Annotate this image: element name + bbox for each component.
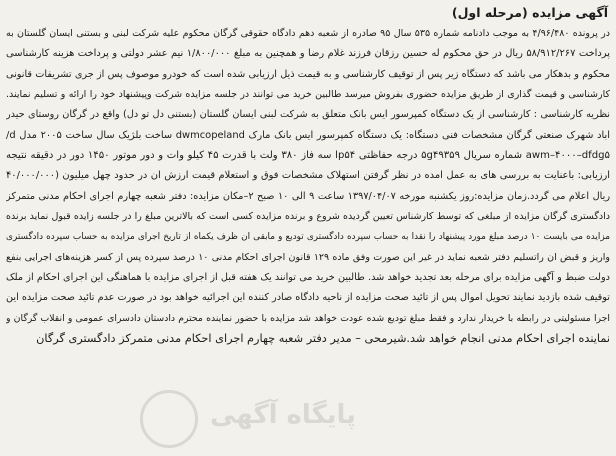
body-line: اجرا مسئولیتی در رابطه با خریدار ندارد و فقط مبلغ تودیع شده عودت خواهد شد مزایده با حضور نماینده محترم دادستان دادسرای عمومی و انقلاب گرگان و xyxy=(6,312,610,324)
watermark xyxy=(140,390,440,450)
watermark-logo-icon xyxy=(140,390,198,448)
body-line: ریال اعلام می گردد.زمان مزایده:روز یکشنبه مورخه ۱۳۹۷/۰۴/۰۷ ساعت ۹ الی ۱۰ صبح ۲–مکان مزایده: دفتر شعبه چهارم اجرای احکام مدنی متمرکز xyxy=(6,190,610,202)
body-line: نظریه کارشناسی : کارشناسی از یک دستگاه کمپرسور ایس بانک متعلق به شرکت لبنی ایسان گلستان (بستنی دل تو دل) واقع در گرگان روستای حیدر xyxy=(6,109,610,121)
body-line: اباد شهرک صنعتی گرگان مشخصات فنی دستگاه: یک دستگاه کمپرسور ایس بانک مارک dwmcopeland ساخت بلژیک سال ساخت ۲۰۰۵ مدل d/ xyxy=(6,129,610,141)
body-line: پرداخت ۵۸/۹۱۲/۲۶۷ ریال در حق محکوم له حسین رزقان فرزند غلام رضا و همچنین به مبلغ ۱/۸۰۰/۰۰۰ نیم عشر دولتی و پرداخت هزینه کارشناسی xyxy=(6,48,610,60)
body-line: مزایده می بایست ۱۰ درصد مبلغ مورد پیشنهاد را نقدا به حساب سپرده دادگستری تودیع و مابقی ان ظرف یکماه از تاریخ اجرای مزایده به حساب سپرده دادگستری xyxy=(6,232,610,243)
watermark-text: پایگاه آگهی xyxy=(210,400,357,430)
body-line: در پرونده ۴/۹۶/۴۸۰ به موجب دادنامه شماره ۵۳۵ سال ۹۵ صادره از شعبه دهم دادگاه حقوقی گرگان محکوم علیه شرکت لبنی و بستنی ایسان گلستان به xyxy=(6,28,610,39)
body-line: ارزیابی: باعنایت به بررسی های به عمل امده در نظر گرفتن استهلاک مشخصات فوق و استعلام قیمت ارزش ان در حدود چهل میلیون (۴۰/۰۰۰/۰۰۰ xyxy=(6,170,610,182)
body-line: محکوم و بدهکار می باشد که دستگاه زیر پس از توقیف کارشناسی و به قیمت ذیل ارزیابی شده است که خودرو موصوف پس از جری تشریفات قانونی xyxy=(6,68,610,80)
body-line: کارشناسی و قیمت گذاری از طریق مزایده حضوری بفروش میرسد طالبین خرید می توانند در جلسه مزایده شرکت وپیشنهاد خود را ارائه و تسلیم نمایند. xyxy=(6,89,610,101)
notice-body xyxy=(6,24,610,350)
body-line: توقیف شده بازدید نمایند تحویل اموال پس از تائید صحت مزایده از ناحیه دادگاه صادر کننده این اجرائیه خواهد بود در صورت عدم تائید صحت مزایده این xyxy=(6,292,610,304)
body-line: awm–۴۰۰۰–dfdg۵ شماره سریال ۵g۴۹۳۵۹ درجه حفاظتی lp۵۴ سه فاز ۳۸۰ ولت با قدرت ۴۵ کیلو وات و دور موتور ۱۴۵۰ دور در دقیقه نتیجه xyxy=(6,150,610,162)
body-line: دادگستری گرگان مزایده از مبلغی که توسط کارشناس تعیین گردیده شروع و برنده مزایده کسی است که بالاترین مبلغ را در جلسه زایده قبول نماید برنده xyxy=(6,211,610,223)
body-line: نماینده اجرای احکام مدنی انجام خواهد شد.شیرمحی – مدیر دفتر شعبه چهارم اجرای احکام مدنی متمرکز دادگستری گرگان xyxy=(36,332,610,346)
notice-title: آگهی مزایده (مرحله اول) xyxy=(451,5,608,20)
body-line: دولت ضبط و آگهی مزایده برای مرحله بعد تجدید خواهد شد. طالبین خرید می توانند یک هفته قبل از اجرای مزایده با هماهنگی این اجرای احکام از ملک xyxy=(6,272,610,284)
body-line: واریز و قبض ان راتسلیم دفتر شعبه نماید در غیر این صورت وفق ماده ۱۲۹ قانون اجرای احکام مدنی ۱۰ درصد سپرده پس از کسر هزینه‌های اجرایی بنفع xyxy=(6,251,610,263)
